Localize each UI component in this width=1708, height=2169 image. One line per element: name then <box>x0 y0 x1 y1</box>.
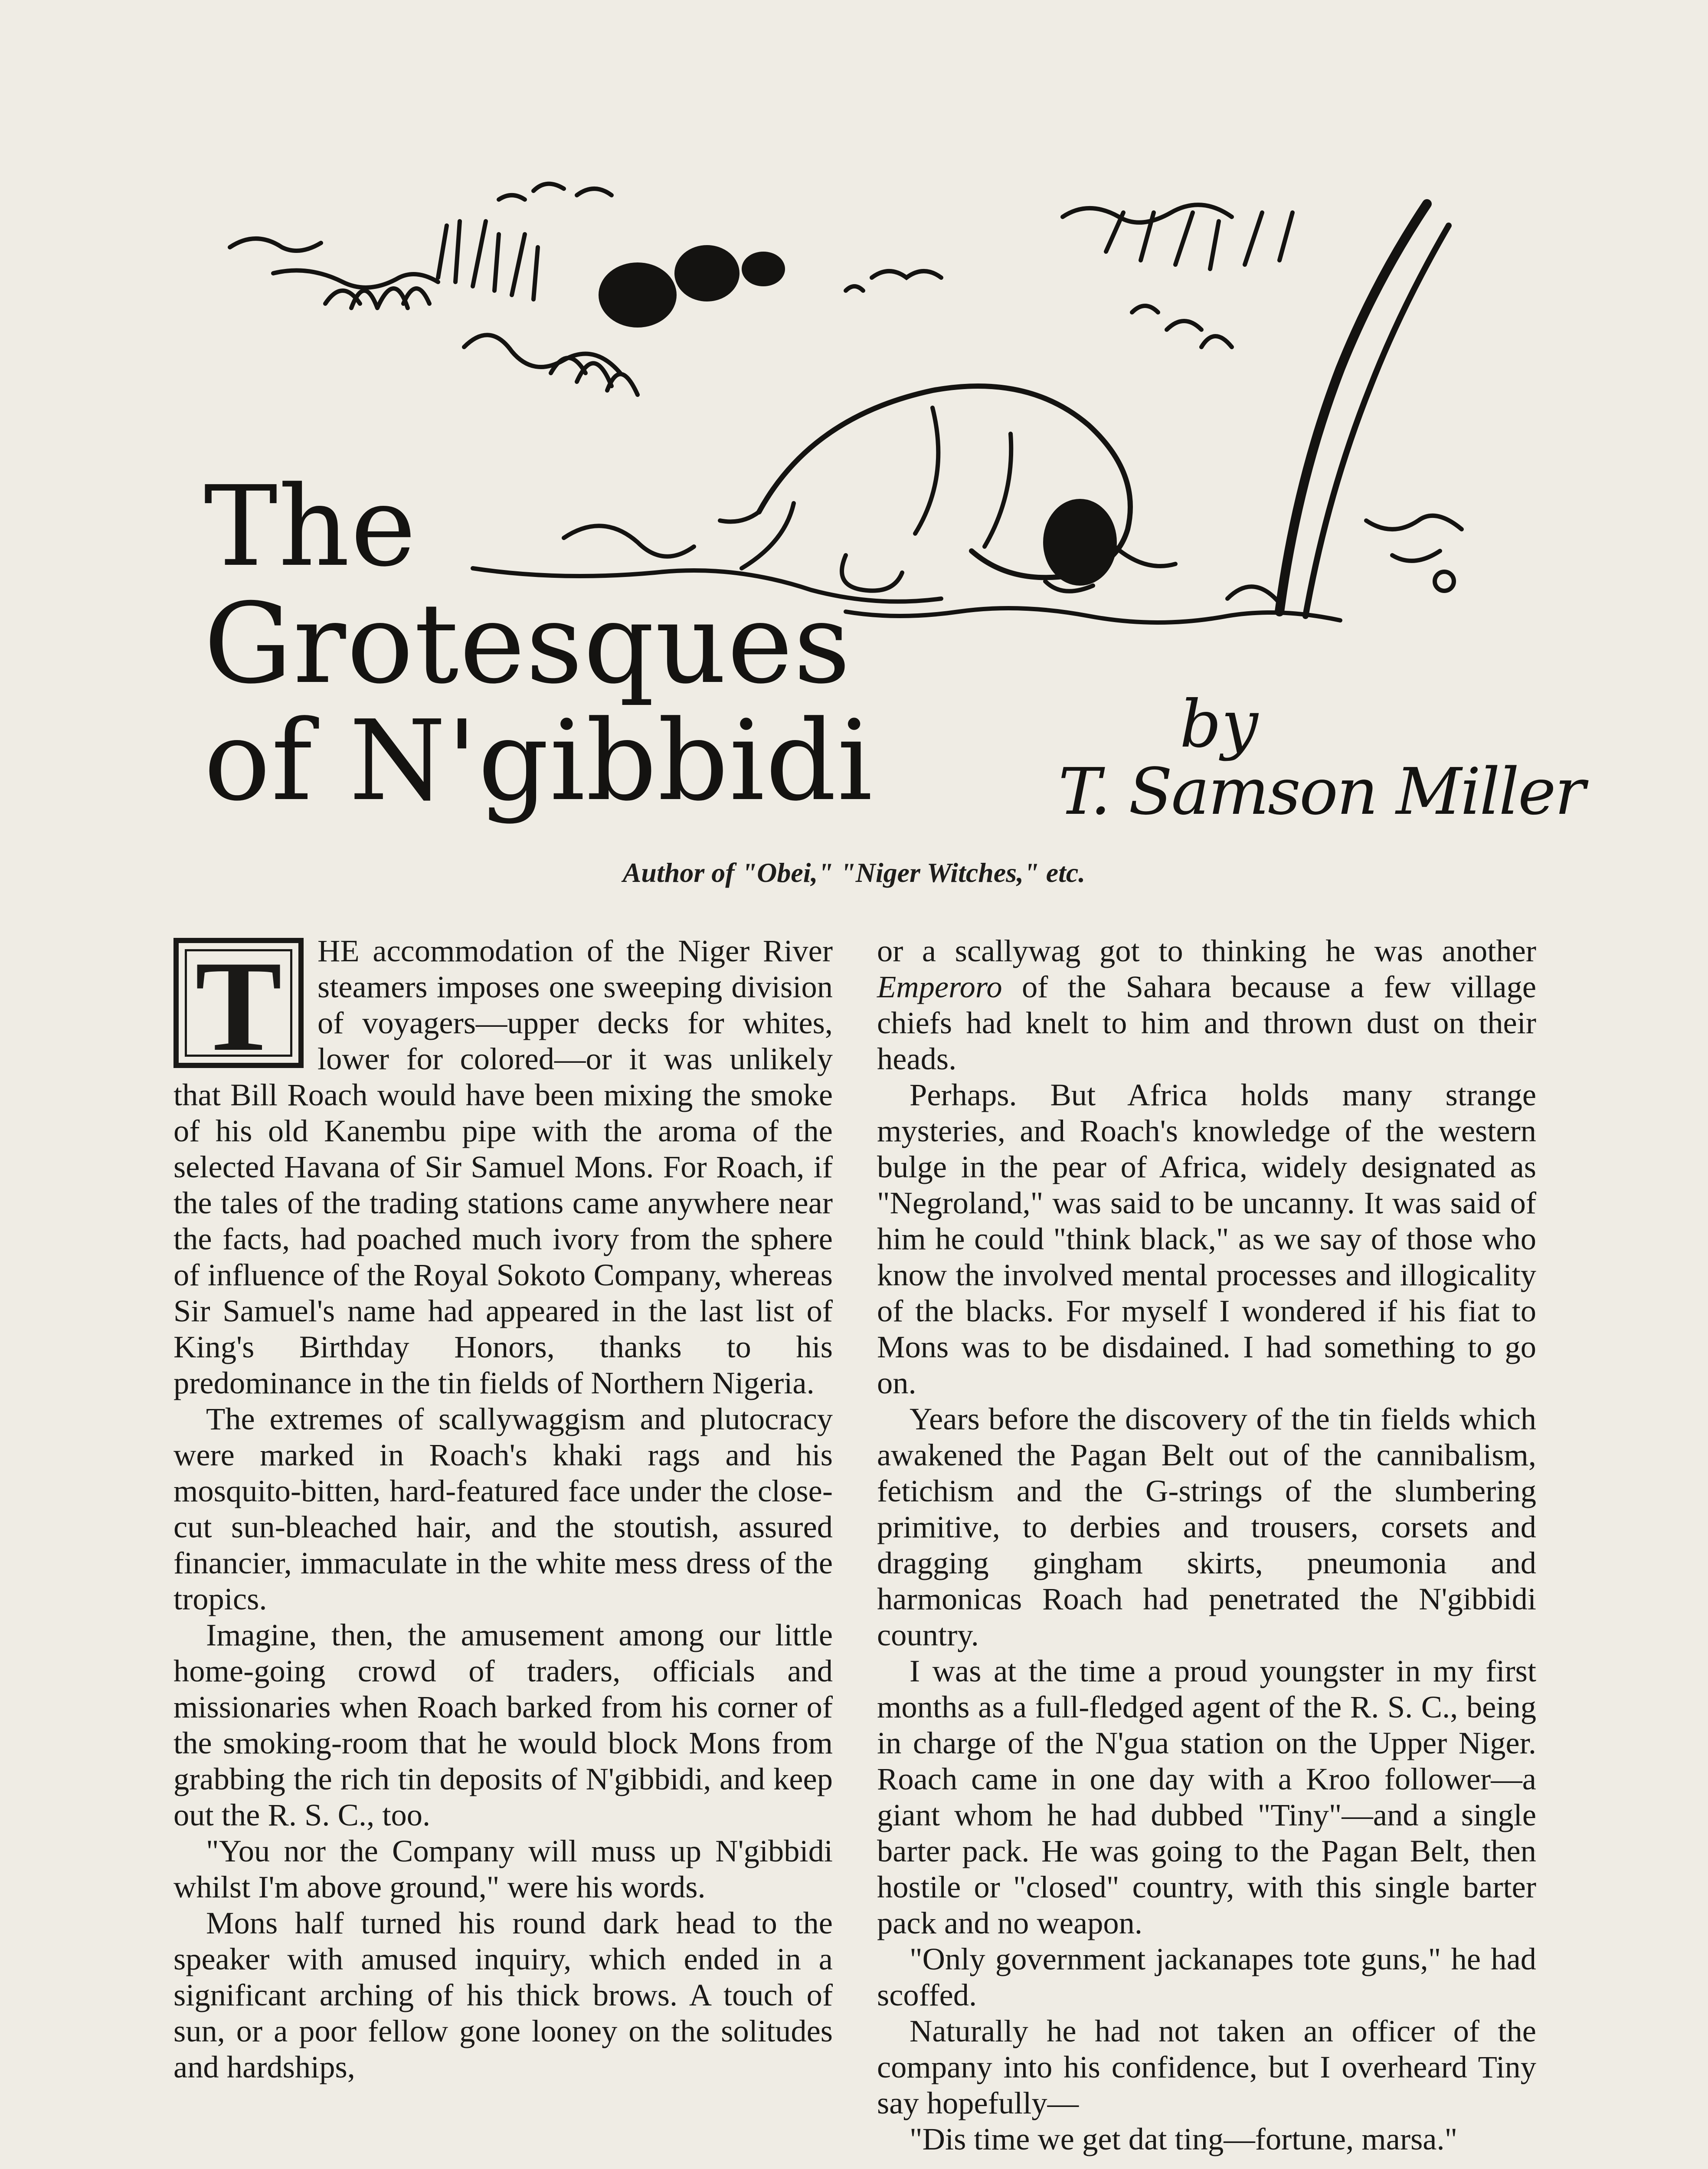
paragraph: "You nor the Company will muss up N'gibbidi whilst I'm above ground," were his words. <box>173 1833 833 1904</box>
title-line-1: The <box>204 462 417 591</box>
paragraph: I was at the time a proud youngster in my first months as a full-fledged agent of the R. S. C., being in charge of the N'gua station on the Upper Niger. Roach came in one day with a Kroo follower—a giant whom he had dubbed "Tiny"—and a single barter pack. He was going to the Pagan Belt, then hostile or "closed" country, with this single barter pack and no weapon. <box>877 1653 1536 1940</box>
article-title <box>204 462 1071 826</box>
paragraph: or a scallywag got to thinking he was another Emperoro of the Sahara because a few village chiefs had knelt to him and thrown dust on their heads. <box>877 933 1536 1076</box>
byline-by: by <box>1180 687 1258 762</box>
paragraph: "Only government jackanapes tote guns," he had scoffed. <box>877 1941 1536 2012</box>
paragraph: Perhaps. But Africa holds many strange mysteries, and Roach's knowledge of the western bulge in the pear of Africa, widely designated as "Negroland," was said to be uncanny. It was said of him he could "think black," as we say of those who know the involved mental processes and illogicality of the blacks. For myself I wondered if his fiat to Mons was to be disdained. I had something to go on. <box>877 1077 1536 1400</box>
paragraph: T HE accommodation of the Niger River steamers imposes one sweeping division of voyagers—upper decks for whites, lower for colored—or it was unlikely that Bill Roach would have been mixing the smoke of his old Kanembu pipe with the aroma of the selected Havana of Sir Samuel Mons. For Roach, if the tales of the trading stations came anywhere near the facts, had poached much ivory from the sphere of influence of the Royal Sokoto Company, whereas Sir Samuel's name had appeared in the last list of King's Birthday Honors, thanks to his predominance in the tin fields of Northern Nigeria. <box>173 933 833 1400</box>
drop-cap: T <box>173 938 304 1068</box>
title-line-2: Grotesques <box>204 580 851 708</box>
paragraph: Mons half turned his round dark head to the speaker with amused inquiry, which ended in a significant arching of his thick brows. A touch of sun, or a poor fellow gone looney on the solitudes and hardships, <box>173 1905 833 2084</box>
paragraph: Naturally he had not taken an officer of the company into his confidence, but I overheard Tiny say hopefully— <box>877 2013 1536 2120</box>
byline <box>1058 687 1584 829</box>
paragraph: "Dis time we get dat ting—fortune, marsa." <box>910 2121 1458 2156</box>
column-right <box>877 933 1536 2157</box>
column-left <box>173 933 833 2085</box>
paragraph: The extremes of scallywaggism and plutocracy were marked in Roach's khaki rags and his mosquito-bitten, hard-featured face under the close-cut sun-bleached hair, and the stoutish, assured financier, immaculate in the white mess dress of the tropics. <box>173 1401 833 1616</box>
paragraph: Years before the discovery of the tin fields which awakened the Pagan Belt out of the cannibalism, fetichism and the G-strings of the slumbering primitive, to derbies and trousers, corsets and dragging gingham skirts, pneumonia and harmonicas Roach had penetrated the N'gibbidi country. <box>877 1401 1536 1652</box>
paragraph: Imagine, then, the amusement among our little home-going crowd of traders, officials and missionaries when Roach barked from his corner of the smoking-room that he would block Mons from grabbing the rich tin deposits of N'gibbidi, and keep out the R. S. C., too. <box>173 1617 833 1832</box>
author-credits: Author of "Obei," "Niger Witches," etc. <box>622 857 1086 888</box>
title-line-3: of N'gibbidi <box>204 697 874 826</box>
author-name: T. Samson Miller <box>1058 754 1584 829</box>
